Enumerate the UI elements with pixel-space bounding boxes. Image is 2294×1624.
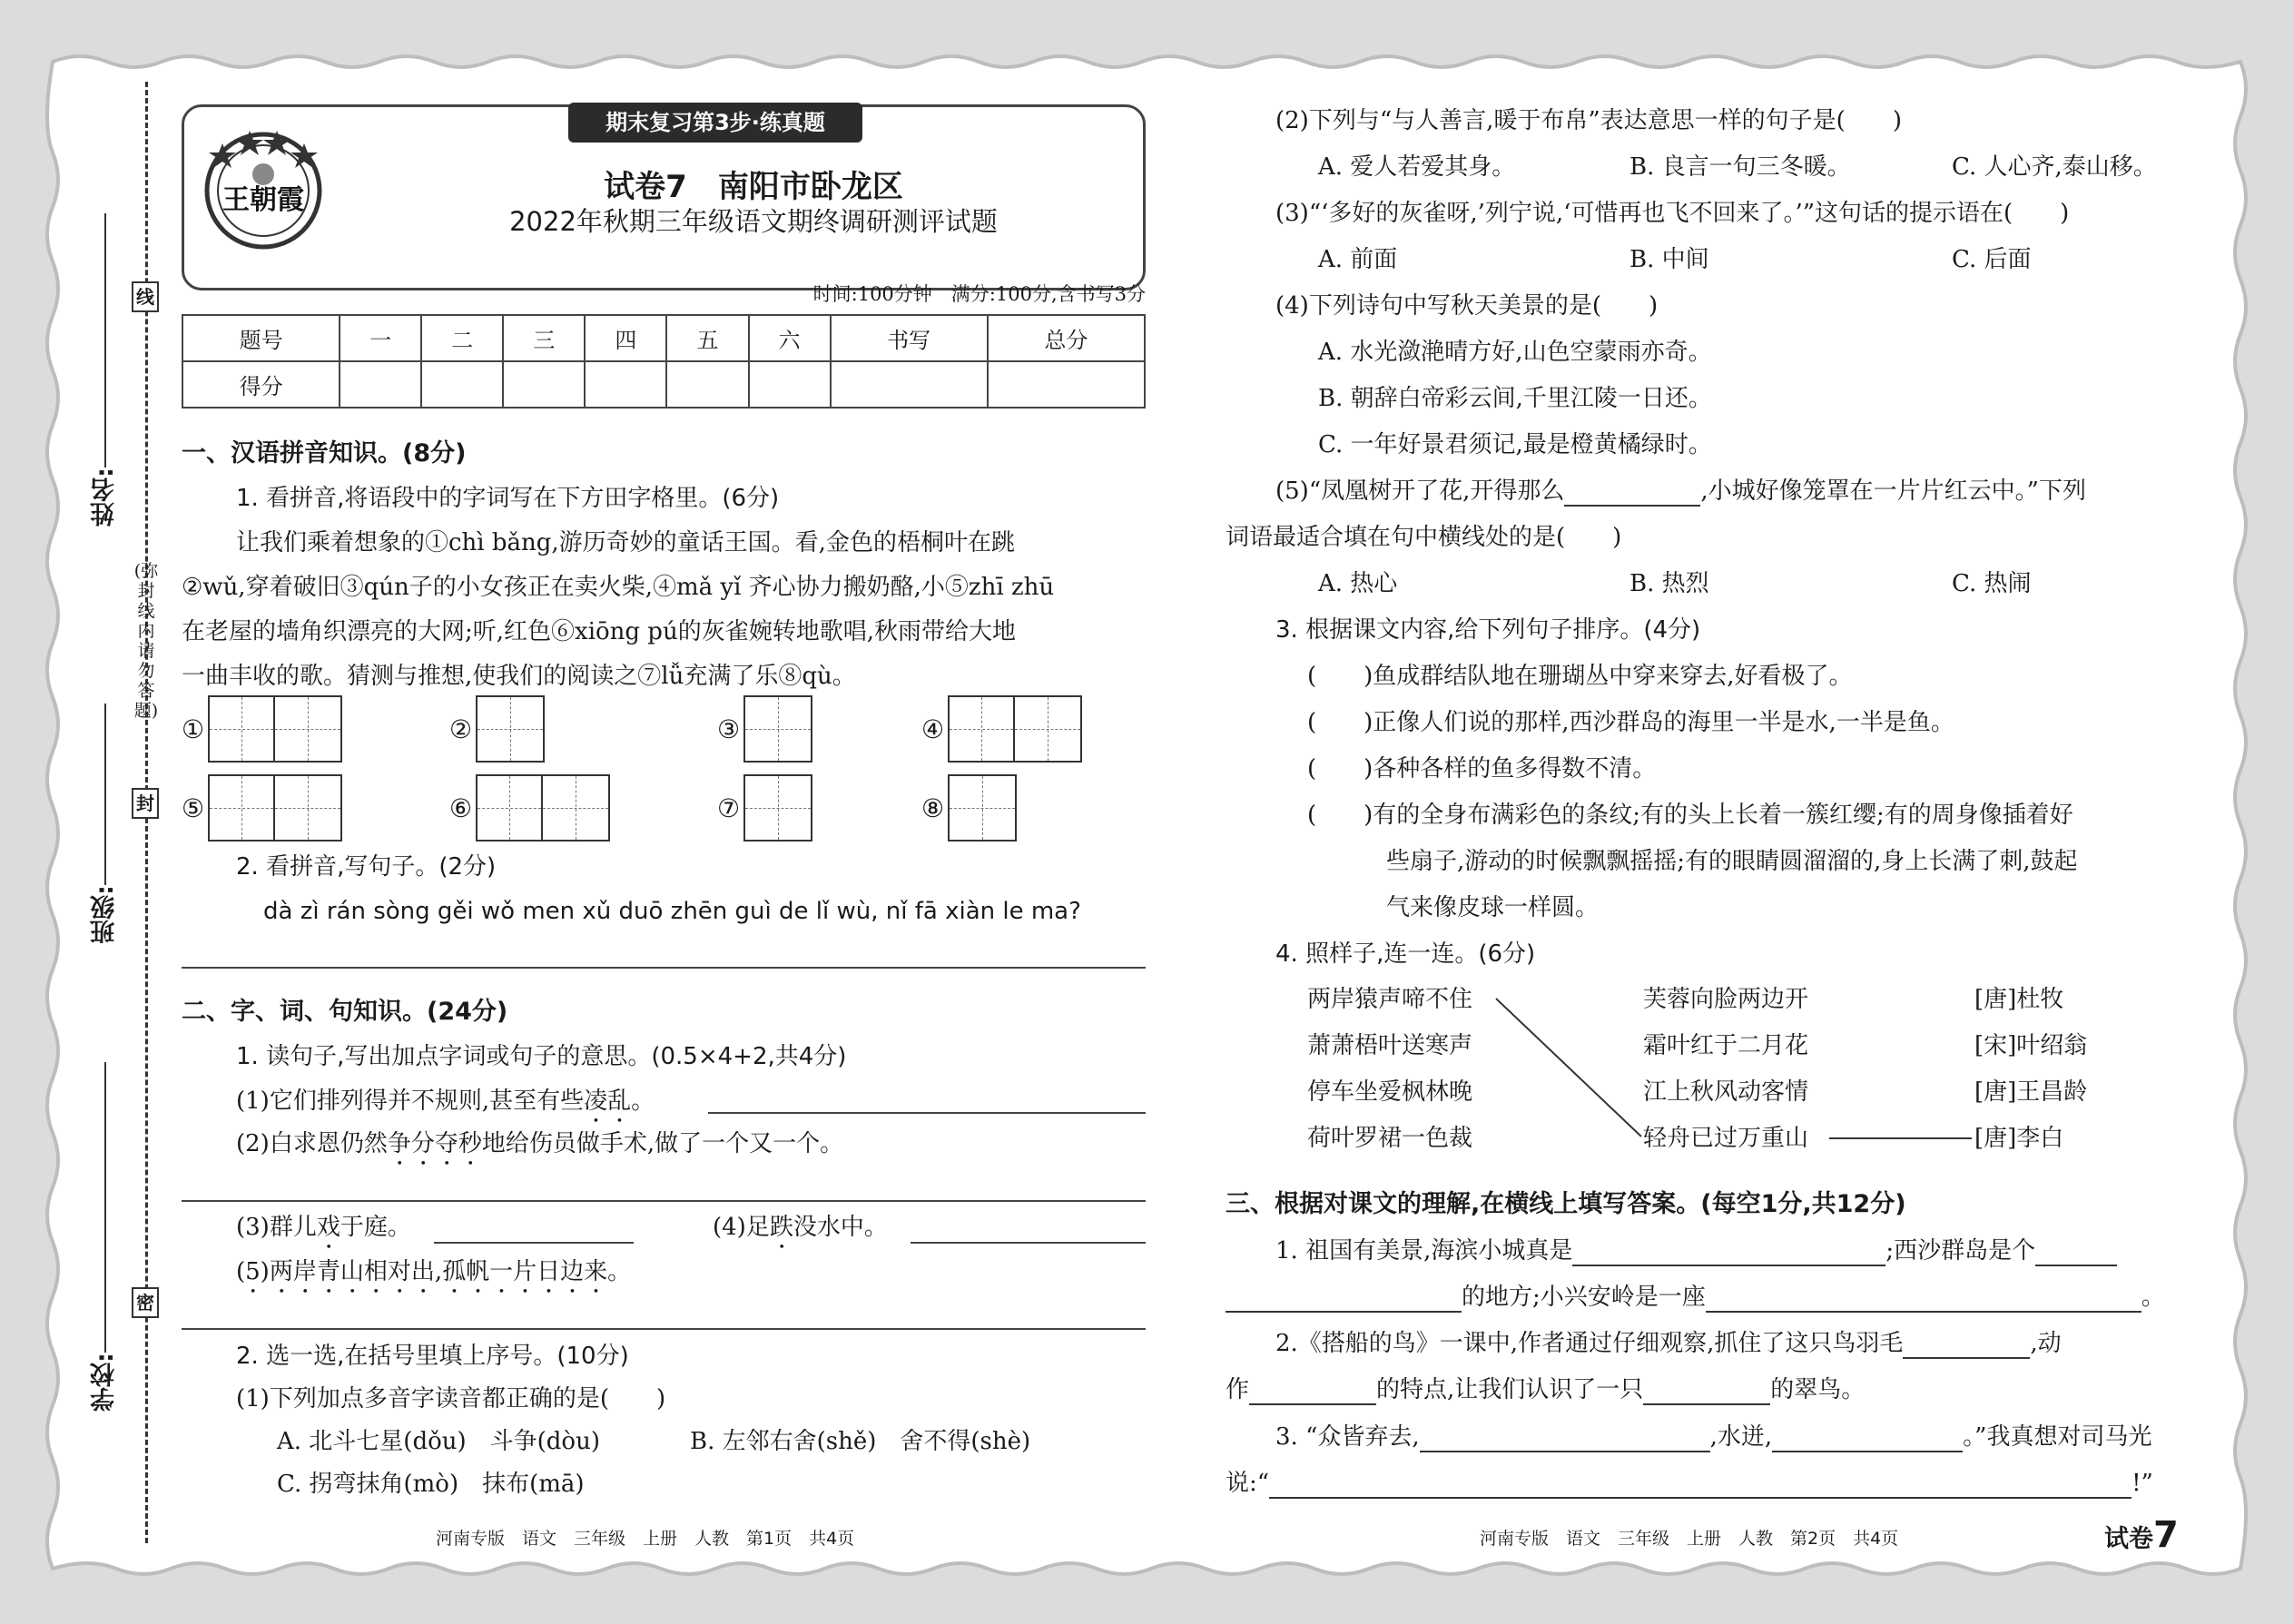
r-q4-option-a: A. 水光潋滟晴方好,山色空蒙雨亦奇。 [1318,339,1712,366]
grid-number: ⑦ [717,792,741,823]
s2q1-item-2-answer-line[interactable] [182,1200,1146,1202]
r-q3-option-b: B. 中间 [1629,246,1709,273]
r-q5-option-b: B. 热烈 [1629,570,1709,597]
fill-2-cont: 作 的特点,让我们认识了一只 的翠鸟。 [1226,1376,1866,1403]
order-item-4-cont-2: 气来像皮球一样圆。 [1386,894,1600,921]
writing-grid-1[interactable] [182,695,342,763]
score-header-cell: 一 [340,315,421,361]
r-q3-option-a: A. 前面 [1318,246,1398,273]
svg-text:王朝霞: 王朝霞 [222,184,304,216]
s2q1-item-4: (4)足跌没水中。 [713,1214,888,1241]
footer-right: 河南专版 语文 三年级 上册 人教 第2页 共4页 [1480,1529,1899,1549]
q1-line-1: 让我们乘着想象的①chì bǎng,游历奇妙的童话王国。看,金色的梧桐叶在跳 [236,529,1015,556]
s2q2-item-1: (1)下列加点多音字读音都正确的是( ) [236,1385,666,1412]
exam-meta: 时间:100分钟 满分:100分,含书写3分 [812,283,1146,305]
q2-pinyin: dà zì rán sòng gěi wǒ men xǔ duō zhēn guì de lǐ wù, nǐ fā xiàn le ma? [263,898,1081,925]
fill-2: 2.《搭船的鸟》一课中,作者通过仔细观察,抓住了这只鸟羽毛 ,动 [1275,1330,2062,1357]
name-underline[interactable] [104,213,106,468]
q1-line-3: 在老屋的墙角织漂亮的大网;听,红色⑥xiōng pú的灰雀婉转地歌唱,秋雨带给大地 [182,618,1016,645]
score-header-cell: 二 [421,315,503,361]
s2q1-item-5-answer-line[interactable] [182,1328,1146,1330]
grid-number: ③ [717,714,741,744]
fill-3-cont: 说:“ !” [1226,1470,2153,1497]
r-s3q4-title: 4. 照样子,连一连。(6分) [1275,940,1536,968]
writing-grid-7[interactable] [717,774,812,842]
writing-grid-5[interactable] [182,774,342,842]
match-left-2[interactable]: 萧萧梧叶送寒声 [1307,1032,1473,1059]
match-right-2[interactable]: [宋]叶绍翁 [1974,1032,2088,1059]
blank[interactable] [1706,1287,2141,1313]
score-header-cell: 四 [585,315,666,361]
footer-left: 河南专版 语文 三年级 上册 人教 第1页 共4页 [436,1529,855,1549]
s2q1-item-1: (1)它们排列得并不规则,甚至有些凌乱。 [236,1088,655,1115]
blank[interactable] [1269,1473,2132,1499]
writing-grid-4[interactable] [921,695,1082,763]
exam-title: 试卷7 南阳市卧龙区 [604,169,903,205]
blank[interactable] [1903,1334,2030,1359]
s2q1-item-4-answer-line[interactable] [911,1242,1146,1244]
s2q1-item-1-answer-line[interactable] [708,1112,1146,1114]
score-cell[interactable] [666,361,748,408]
r-q2-option-b: B. 良言一句三冬暖。 [1629,153,1851,181]
name-label: 姓名: [91,468,119,527]
binding-note: (弥封线内请勿答题) [133,561,159,721]
s2q1-item-2: (2)白求恩仍然争分夺秒地给伤员做手术,做了一个又一个。 [236,1130,844,1157]
r-q4-option-b: B. 朝辞白帝彩云间,千里江陵一日还。 [1318,385,1712,412]
school-field[interactable] [87,1062,123,1412]
blank[interactable] [1420,1427,1710,1452]
score-header-cell: 题号 [182,315,340,361]
r-q5-option-a: A. 热心 [1318,570,1398,597]
writing-grid-6[interactable] [449,774,610,842]
class-underline[interactable] [104,704,106,885]
q2-answer-line[interactable] [182,967,1146,969]
score-table [182,314,1146,408]
r-q2: (2)下列与“与人善言,暖于布帛”表达意思一样的句子是( ) [1275,107,1902,134]
score-cell[interactable] [503,361,585,408]
blank[interactable] [1226,1287,1462,1313]
s2q1-item-5: (5)两岸青山相对出,孤帆一片日边来。 [236,1258,632,1285]
match-mid-2[interactable]: 霜叶红于二月花 [1643,1032,1809,1059]
section-2-title: 二、字、词、句知识。(24分) [182,998,508,1026]
writing-grid-8[interactable] [921,774,1017,842]
blank[interactable] [1572,1241,1885,1266]
r-q4: (4)下列诗句中写秋天美景的是( ) [1275,292,1659,320]
binding-mark-secret: 密 [132,1287,159,1318]
match-mid-1[interactable]: 芙蓉向脸两边开 [1643,986,1809,1013]
class-label: 班级: [91,885,119,944]
exam-subtitle: 2022年秋期三年级语文期终调研测评试题 [509,206,998,237]
match-mid-4[interactable]: 轻舟已过万重山 [1643,1125,1809,1152]
q2-title: 2. 看拼音,写句子。(2分) [236,853,497,881]
blank[interactable] [1249,1380,1376,1405]
grid-number: ⑤ [182,792,205,823]
order-item-2[interactable]: ( )正像人们说的那样,西沙群岛的海里一半是水,一半是鱼。 [1307,709,1954,736]
score-header-cell: 总分 [988,315,1145,361]
score-header-cell: 三 [503,315,585,361]
school-underline[interactable] [104,1062,106,1353]
s2q1-title: 1. 读句子,写出加点字词或句子的意思。(0.5×4+2,共4分) [236,1043,847,1070]
r-q5-cont: 词语最适合填在句中横线处的是( ) [1226,524,1622,551]
writing-grid-2[interactable] [449,695,545,763]
r-q3: (3)“‘多好的灰雀呀,’列宁说,‘可惜再也飞不回来了。’”这句话的提示语在( ) [1275,200,2070,227]
order-item-1[interactable]: ( )鱼成群结队地在珊瑚丛中穿来穿去,好看极了。 [1307,663,1853,690]
writing-grid-3[interactable] [717,695,812,763]
score-header-cell: 五 [666,315,748,361]
s2q2-option-b: B. 左邻右舍(shě) 舍不得(shè) [690,1428,1031,1455]
name-field[interactable] [87,213,123,527]
score-cell[interactable] [831,361,988,408]
blank[interactable] [2035,1241,2117,1266]
score-row-label: 得分 [182,361,340,408]
section-1-title: 一、汉语拼音知识。(8分) [182,439,467,468]
grid-number: ⑧ [921,792,945,823]
score-cell[interactable] [340,361,421,408]
order-item-4-cont-1: 些扇子,游动的时候飘飘摇摇;有的眼睛圆溜溜的,身上长满了刺,鼓起 [1386,848,2078,875]
match-left-3[interactable]: 停车坐爱枫林晚 [1307,1078,1473,1106]
s2q2-title: 2. 选一选,在括号里填上序号。(10分) [236,1343,629,1370]
grid-number: ⑥ [449,792,473,823]
school-label: 学校: [91,1353,119,1412]
grid-number: ④ [921,714,945,744]
grid-number: ① [182,714,205,744]
binding-mark-seal: 封 [132,788,159,819]
score-header-cell: 六 [749,315,831,361]
section-3-title: 三、根据对课文的理解,在横线上填写答案。(每空1分,共12分) [1226,1190,1906,1218]
match-mid-3[interactable]: 江上秋风动客情 [1643,1078,1809,1106]
r-q2-option-c: C. 人心齐,泰山移。 [1952,153,2157,181]
score-header-row [182,315,1145,361]
match-left-4[interactable]: 荷叶罗裙一色裁 [1307,1125,1473,1152]
score-cell[interactable] [585,361,666,408]
r-q5-option-c: C. 热闹 [1952,570,2032,597]
score-header-cell: 书写 [831,315,988,361]
binding-mark-line: 线 [132,281,159,312]
match-right-4[interactable]: [唐]李白 [1974,1125,2064,1152]
publisher-logo [195,118,331,254]
fill-1: 1. 祖国有美景,海滨小城真是 ;西沙群岛是个 [1275,1235,2117,1266]
score-cell[interactable] [421,361,503,408]
q1-line-4: 一曲丰收的歌。猜测与推想,使我们的阅读之⑦lǚ充满了乐⑧qù。 [182,663,856,690]
score-cell[interactable] [749,361,831,408]
paper-number-badge: 试卷7 [2104,1514,2179,1556]
match-right-1[interactable]: [唐]杜牧 [1974,986,2064,1013]
header-tab: 期末复习第3步·练真题 [568,103,862,143]
fill-3: 3. “众皆弃去, ,水迸, 。”我真想对司马光 [1275,1423,2152,1451]
match-left-1[interactable]: 两岸猿声啼不住 [1307,986,1473,1013]
s2q1-item-3: (3)群儿戏于庭。 [236,1214,411,1241]
blank[interactable] [1643,1380,1770,1405]
order-item-4[interactable]: ( )有的全身布满彩色的条纹;有的头上长着一簇红缨;有的周身像插着好 [1307,802,2073,829]
r-s3q3-title: 3. 根据课文内容,给下列句子排序。(4分) [1275,616,1701,644]
score-row [182,361,1145,408]
blank[interactable] [1772,1427,1963,1452]
r-q5: (5)“凤凰树开了花,开得那么 ,小城好像笼罩在一片片红云中。”下列 [1275,477,2086,505]
match-right-3[interactable]: [唐]王昌龄 [1974,1078,2088,1106]
s2q2-option-c: C. 拐弯抹角(mò) 抹布(mā) [277,1471,585,1498]
r-q2-option-a: A. 爱人若爱其身。 [1318,153,1516,181]
r-q3-option-c: C. 后面 [1952,246,2032,273]
score-cell[interactable] [988,361,1145,408]
fill-1-cont: 的地方;小兴安岭是一座 。 [1226,1282,2165,1313]
s2q2-option-a: A. 北斗七星(dǒu) 斗争(dòu) [277,1428,600,1455]
class-field[interactable] [87,704,123,944]
order-item-3[interactable]: ( )各种各样的鱼多得数不清。 [1307,755,1657,782]
s2q1-item-3-answer-line[interactable] [434,1242,634,1244]
r-q4-option-c: C. 一年好景君须记,最是橙黄橘绿时。 [1318,431,1712,458]
grid-number: ② [449,714,473,744]
q1-title: 1. 看拼音,将语段中的字词写在下方田字格里。(6分) [236,485,780,512]
q1-line-2: ②wǔ,穿着破旧③qún子的小女孩正在卖火柴,④mǎ yǐ 齐心协力搬奶酪,小⑤zhī zhū [182,574,1055,601]
